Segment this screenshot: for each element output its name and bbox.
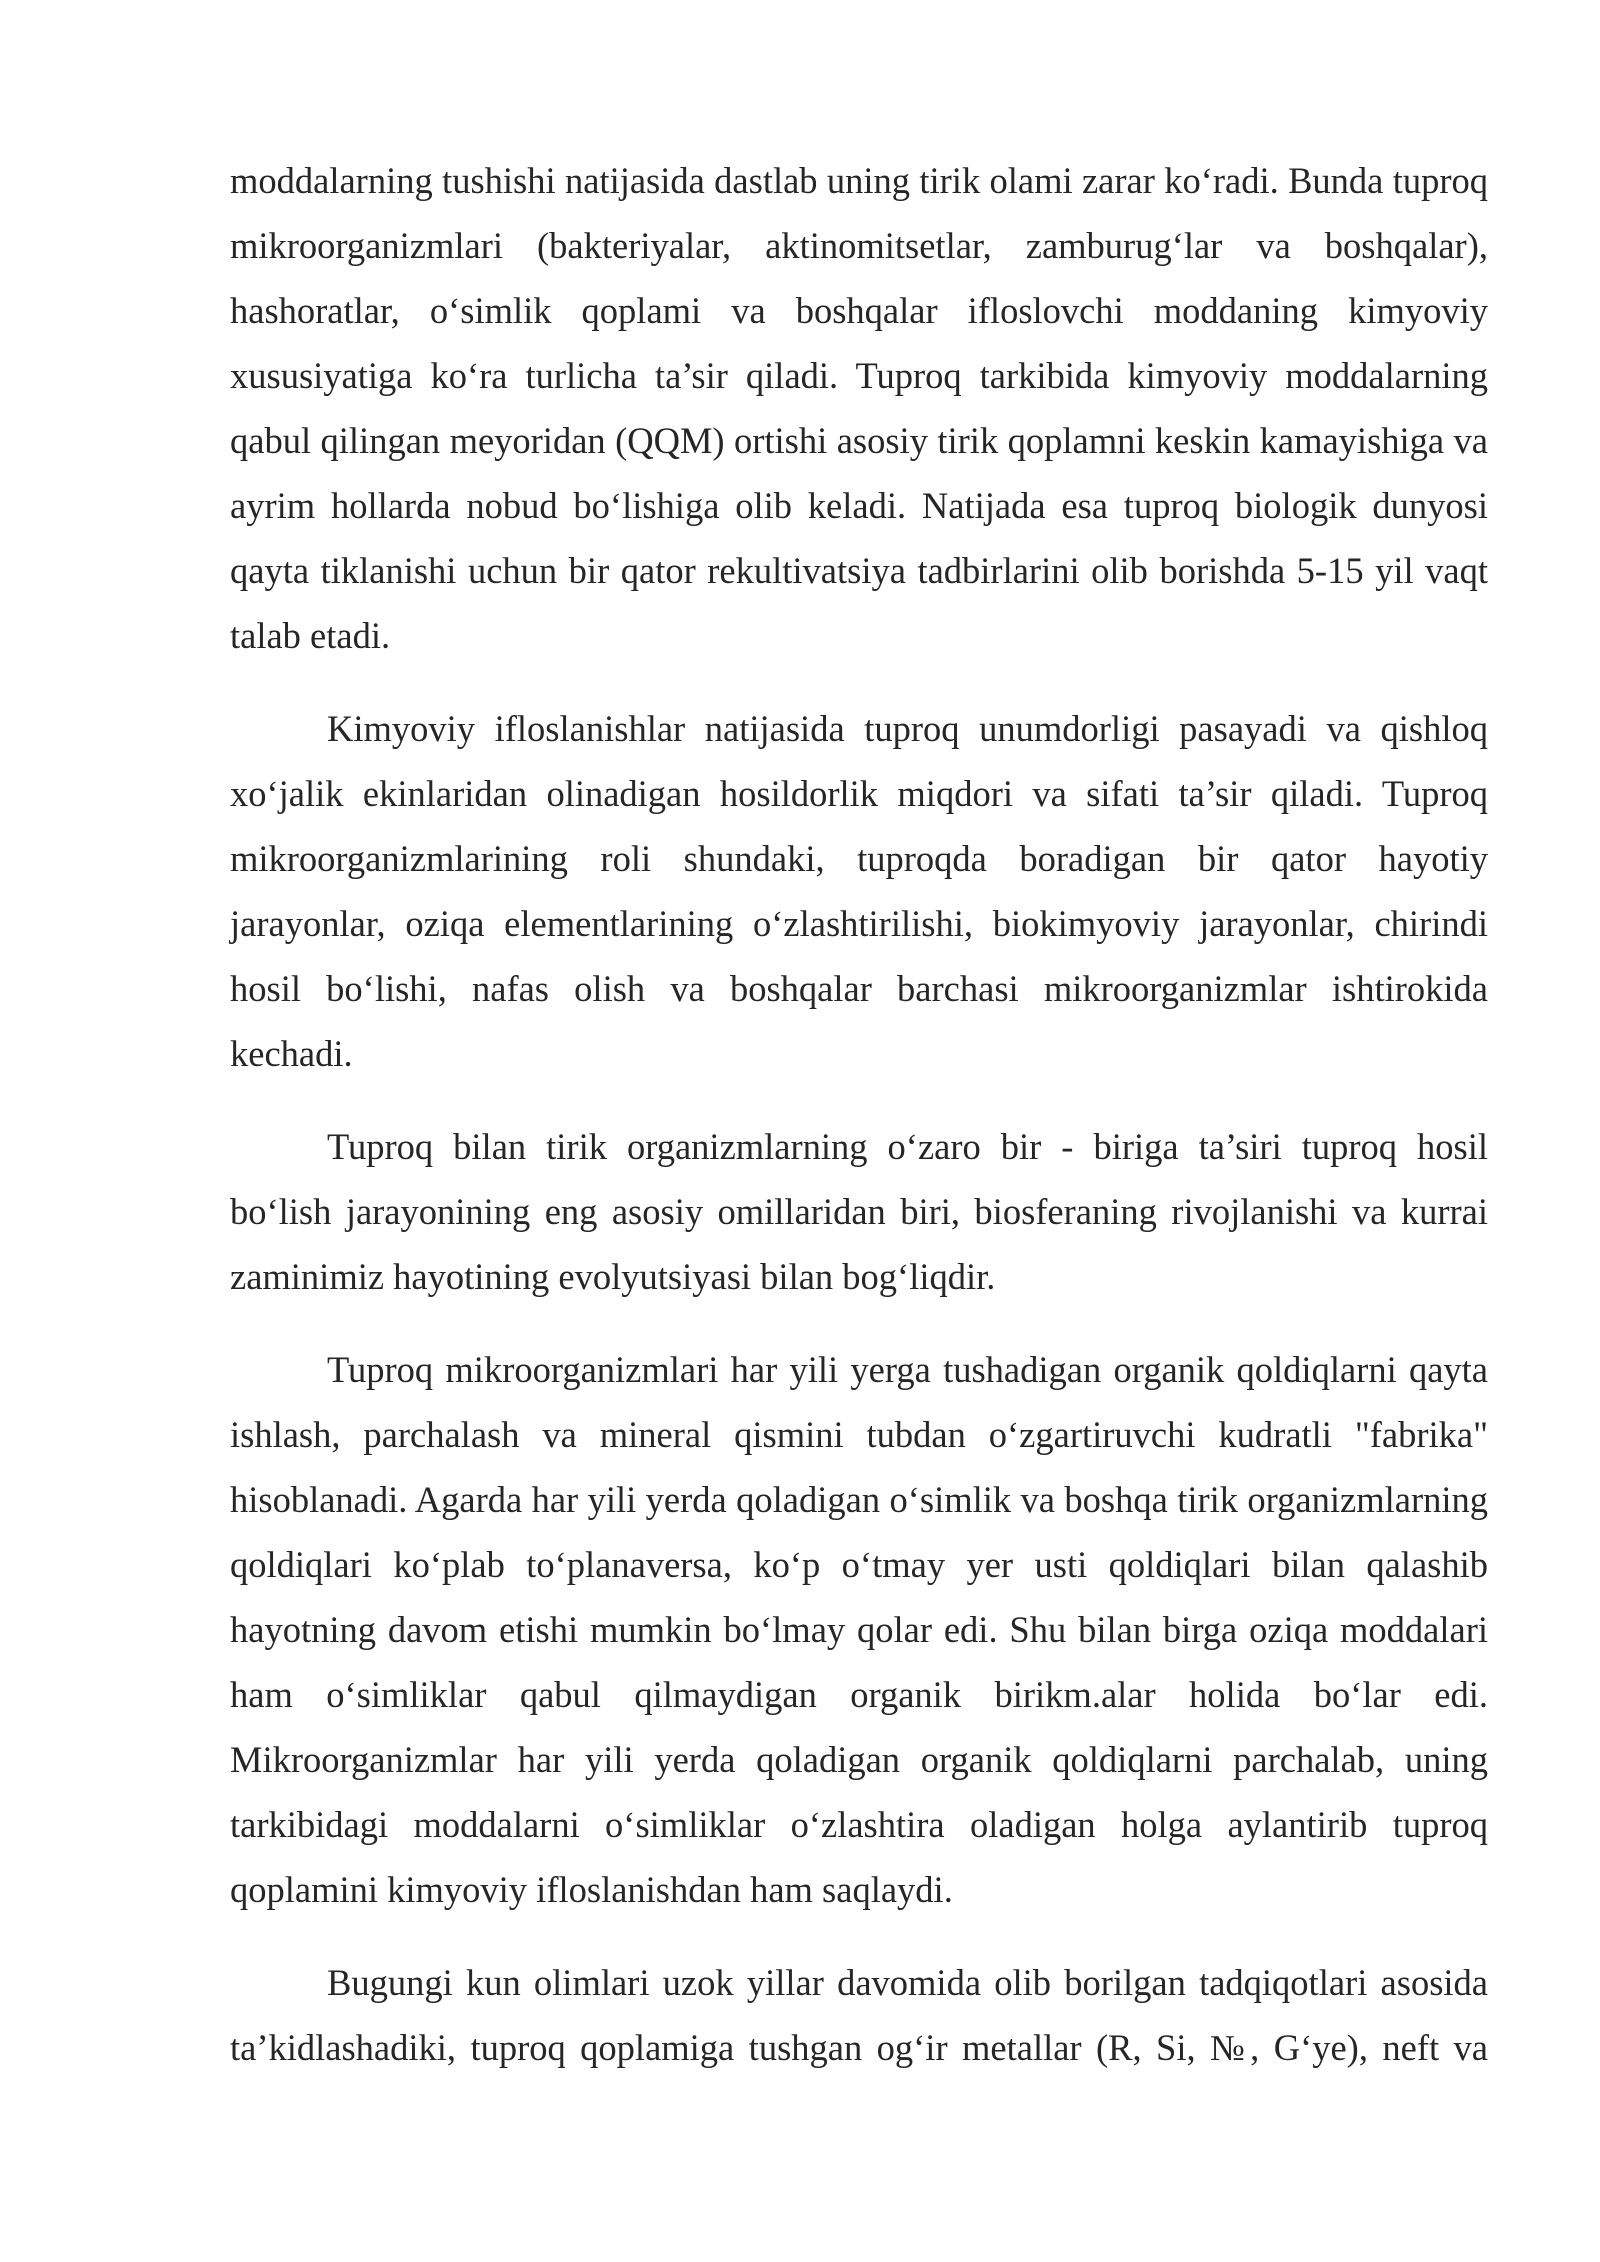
paragraph-1: moddalarning tushishi natijasida dastlab uning tirik olami zarar ko‘radi. Bunda tuproq mikroorganizmlari (bakteriyalar, aktinomitsetlar, zamburug‘lar va boshqalar), hashoratlar, o‘simlik qoplami va boshqalar ifloslovchi moddaning kimyoviy xususiyatiga ko‘ra turlicha ta’sir qiladi. Tuproq tarkibida kimyoviy moddalarning qabul qilingan meyoridan (QQM) ortishi asosiy tirik qoplamni keskin kamayishiga va ayrim hollarda nobud bo‘lishiga olib keladi. Natijada esa tuproq biologik dunyosi qayta tiklanishi uchun bir qator rekultivatsiya tadbirlarini olib borishda 5-15 yil vaqt talab etadi. <box>230 160 1488 656</box>
paragraph-3: Tuproq bilan tirik organizmlarning o‘zaro bir - biriga ta’siri tuproq hosil bo‘lish jarayonining eng asosiy omillaridan biri, biosferaning rivojlanishi va kurrai zaminimiz hayotining evolyutsiyasi bilan bog‘liqdir. <box>230 1126 1488 1297</box>
paragraph-4: Tuproq mikroorganizmlari har yili yerga tushadigan organik qoldiqlarni qayta ishlash, parchalash va mineral qismini tubdan o‘zgartiruvchi kudratli "fabrika" hisoblanadi. Agarda har yili yerda qoladigan o‘simlik va boshqa tirik organizmlarning qoldiqlari ko‘plab to‘planaversa, ko‘p o‘tmay yer usti qoldiqlari bilan qalashib hayotning davom etishi mumkin bo‘lmay qolar edi. Shu bilan birga oziqa moddalari ham o‘simliklar qabul qilmaydigan organik birikm.alar holida bo‘lar edi. Mikroorganizmlar har yili yerda qoladigan organik qoldiqlarni parchalab, uning tarkibidagi moddalarni o‘simliklar o‘zlashtira oladigan holga aylantirib tuproq qoplamini kimyoviy ifloslanishdan ham saqlaydi. <box>230 1349 1488 1910</box>
paragraph-2: Kimyoviy ifloslanishlar natijasida tuproq unumdorligi pasayadi va qishloq xo‘jalik ekinlaridan olinadigan hosildorlik miqdori va sifati ta’sir qiladi. Tuproq mikroorganizmlarining roli shundaki, tuproqda boradigan bir qator hayotiy jarayonlar, oziqa elementlarining o‘zlashtirilishi, biokimyoviy jarayonlar, chirindi hosil bo‘lishi, nafas olish va boshqalar barchasi mikroorganizmlar ishtirokida kechadi. <box>230 708 1488 1074</box>
document-body <box>230 148 1488 2108</box>
paragraph-5: Bugungi kun olimlari uzok yillar davomida olib borilgan tadqiqotlari asosida ta’kidlashadiki, tuproq qoplamiga tushgan og‘ir metallar (R, Si, №, G‘ye), neft va <box>230 1962 1488 2068</box>
